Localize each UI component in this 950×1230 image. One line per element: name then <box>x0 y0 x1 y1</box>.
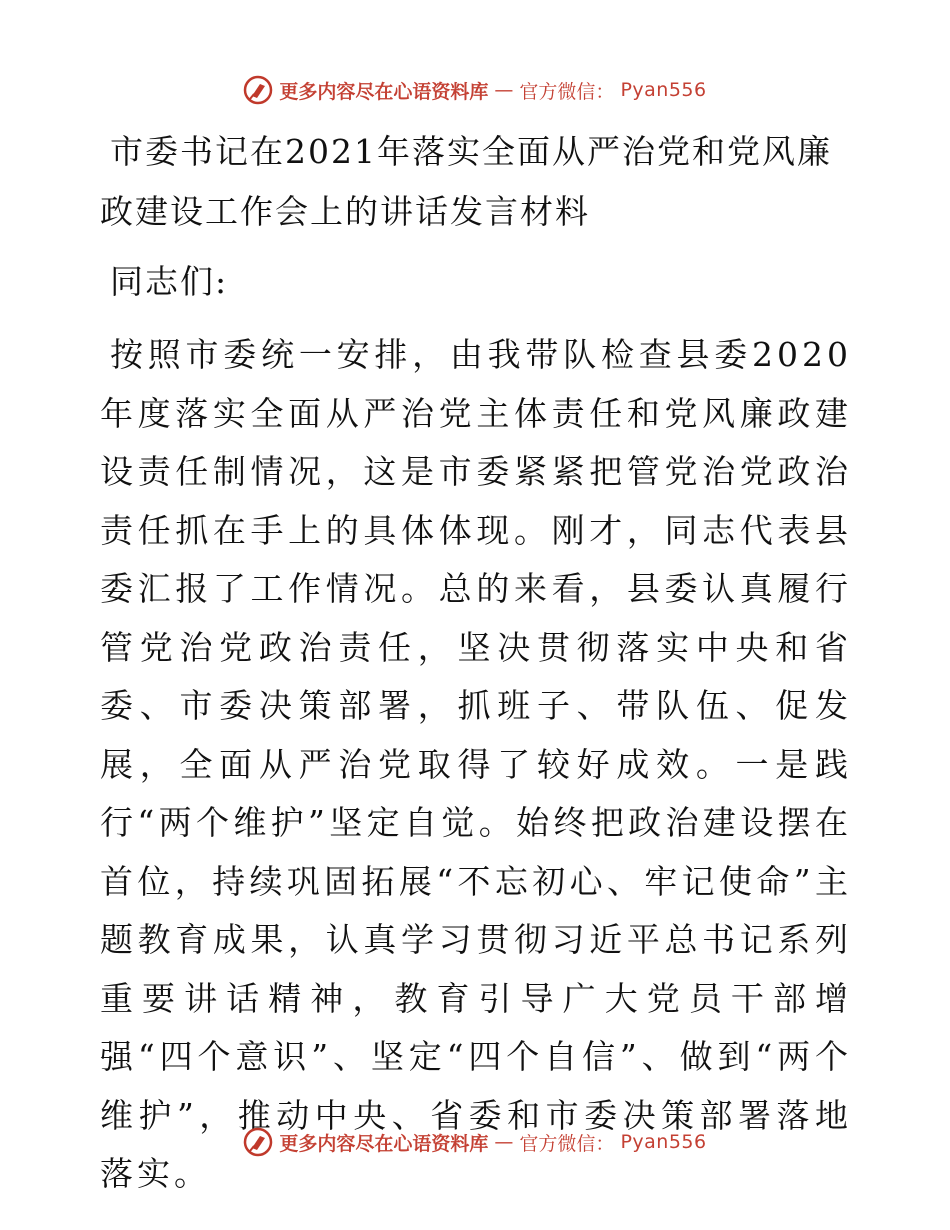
watermark-text: 更多内容尽在心语资料库 <box>279 1132 489 1155</box>
document-body <box>100 122 852 1204</box>
watermark-official-label: 官方微信： <box>519 1132 615 1155</box>
footer-watermark <box>0 1122 950 1162</box>
body-paragraph: 按照市委统一安排，由我带队检查县委2020年度落实全面从严治党主体责任和党风廉政建设责任制情况，这是市委紧紧把管党治党政治责任抓在手上的具体体现。刚才，同志代表县委汇报了工作情况。总的来看，县委认真履行管党治党政治责任，坚决贯彻落实中央和省委、市委决策部署，抓班子、带队伍、促发展，全面从严治党取得了较好成效。一是践行“两个维护”坚定自觉。始终把政治建设摆在首位，持续巩固拓展“不忘初心、牢记使命”主题教育成果，认真学习贯彻习近平总书记系列重要讲话精神，教育引导广大党员干部增强“四个意识”、坚定“四个自信”、做到“两个维护”，推动中央、省委和市委决策部署落地落实。 <box>100 335 852 1193</box>
watermark-separator: — <box>494 1131 514 1153</box>
watermark-separator: — <box>494 79 514 101</box>
header-watermark <box>0 70 950 110</box>
watermark-wechat-id: Pyan556 <box>620 79 707 101</box>
watermark-text: 更多内容尽在心语资料库 <box>279 80 489 103</box>
pen-nib-logo-icon <box>243 1127 273 1157</box>
pen-nib-logo-icon <box>243 75 273 105</box>
watermark-official-label: 官方微信： <box>519 80 615 103</box>
watermark-wechat-id: Pyan556 <box>620 1131 707 1153</box>
salutation: 同志们: <box>110 262 229 301</box>
document-title: 市委书记在2021年落实全面从严治党和党风廉政建设工作会上的讲话发言材料 <box>100 132 832 231</box>
